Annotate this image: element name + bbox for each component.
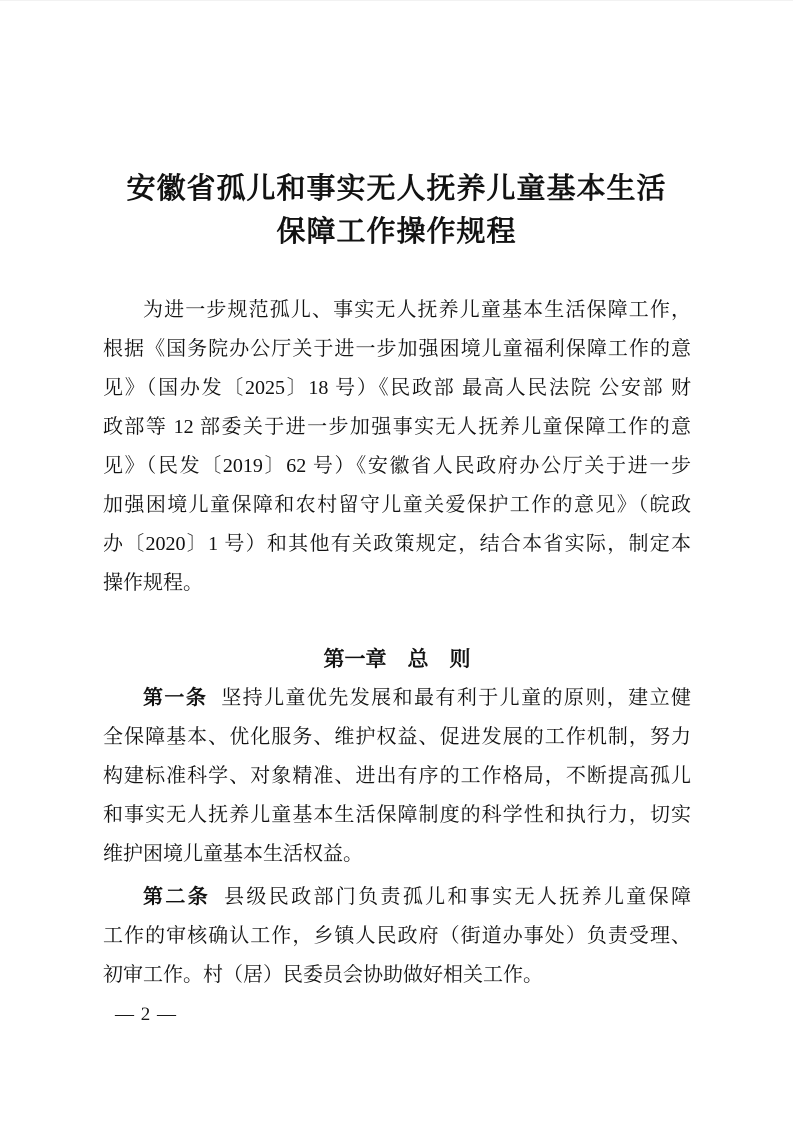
text-line: 维护困境儿童基本生活权益。	[103, 843, 363, 865]
text-line: 见》（国办发〔2025〕18 号）《民政部 最高人民法院 公安部 财	[103, 377, 691, 399]
text-line: 根据《国务院办公厅关于进一步加强困境儿童福利保障工作的意	[103, 338, 691, 360]
text-line: 见》（民发〔2019〕62 号）《安徽省人民政府办公厅关于进一步	[103, 455, 691, 477]
text-line: 办〔2020〕1 号）和其他有关政策规定，结合本省实际，制定本	[103, 533, 691, 555]
paragraph-preamble	[103, 291, 691, 603]
text-segment: 县级民政部门负责孤儿和事实无人抚养儿童保障	[224, 886, 692, 908]
paragraph-article-2	[103, 878, 691, 995]
article-2-term: 第二条	[143, 886, 211, 908]
text-line: 操作规程。	[103, 572, 203, 594]
text-line	[103, 679, 691, 718]
text-line: 和事实无人抚养儿童基本生活保障制度的科学性和执行力，切实	[103, 804, 691, 826]
paragraph-article-1	[103, 679, 691, 874]
document-title	[0, 1, 793, 254]
text-segment: 坚持儿童优先发展和最有利于儿童的原则，建立健	[221, 687, 691, 709]
page-number: — 2 —	[115, 1004, 177, 1025]
text-line: 政部等 12 部委关于进一步加强事实无人抚养儿童保障工作的意	[103, 416, 691, 438]
text-line: 构建标准科学、对象精准、进出有序的工作格局，不断提高孤儿	[103, 765, 691, 787]
chapter-heading: 第一章 总 则	[323, 648, 471, 671]
text-line: 工作的审核确认工作，乡镇人民政府（街道办事处）负责受理、	[103, 925, 691, 947]
document-title-line-2: 保障工作操作规程	[276, 216, 517, 248]
document-title-line-1: 安徽省孤儿和事实无人抚养儿童基本生活	[126, 173, 667, 205]
text-line: 为进一步规范孤儿、事实无人抚养儿童基本生活保障工作，	[143, 299, 691, 321]
article-1-term: 第一条	[143, 687, 208, 709]
text-line	[103, 878, 691, 917]
text-line: 加强困境儿童保障和农村留守儿童关爱保护工作的意见》（皖政	[103, 494, 691, 516]
text-line: 全保障基本、优化服务、维护权益、促进发展的工作机制，努力	[103, 726, 691, 748]
text-line: 初审工作。村（居）民委员会协助做好相关工作。	[103, 964, 543, 986]
document-body	[103, 291, 691, 995]
